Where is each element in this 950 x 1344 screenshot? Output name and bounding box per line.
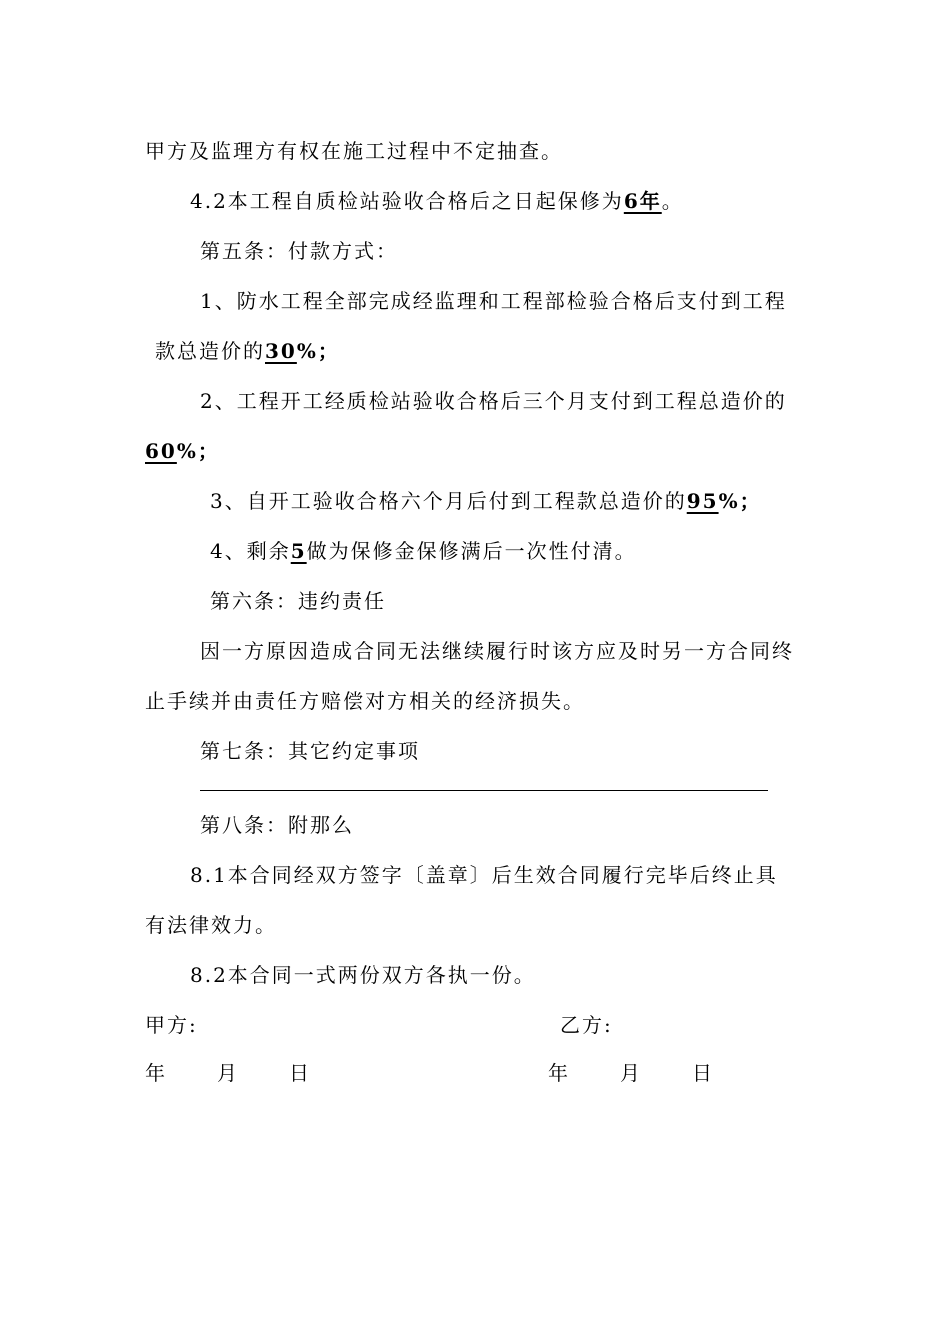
article-8-heading: 第八条：附那么 bbox=[200, 813, 354, 837]
payment-item-1-cont bbox=[155, 338, 340, 364]
percent-sign: %； bbox=[176, 439, 220, 463]
payment-item-4-rest: 做为保修金保修满后一次性付清。 bbox=[306, 539, 637, 563]
payment-percent-60: 60 bbox=[145, 439, 177, 463]
article-5-heading: 第五条：付款方式： bbox=[200, 239, 398, 263]
breach-clause-cont: 止手续并由责任方赔偿对方相关的经济损失。 bbox=[145, 689, 585, 713]
party-b-date: 年 月 日 bbox=[548, 1061, 716, 1085]
payment-item-3-text: 3、自开工验收合格六个月后付到工程款总造价的 bbox=[210, 489, 687, 513]
blank-fill-line bbox=[200, 790, 768, 791]
article-6-heading: 第六条：违约责任 bbox=[210, 589, 386, 613]
party-a-date: 年 月 日 bbox=[145, 1061, 313, 1085]
clause-8-1-cont: 有法律效力。 bbox=[145, 913, 277, 937]
payment-item-3 bbox=[210, 488, 762, 514]
payment-item-1-cont-text: 款总造价的 bbox=[155, 339, 265, 363]
payment-percent-30: 30 bbox=[265, 339, 297, 363]
para-inspection: 甲方及监理方有权在施工过程中不定抽查。 bbox=[145, 139, 563, 163]
breach-clause: 因一方原因造成合同无法继续履行时该方应及时另一方合同终 bbox=[200, 639, 794, 663]
payment-item-2: 2、工程开工经质检站验收合格后三个月支付到工程总造价的 bbox=[200, 389, 787, 413]
clause-4-2-end: 。 bbox=[661, 189, 684, 213]
payment-percent-95: 95 bbox=[686, 489, 719, 513]
clause-4-2 bbox=[190, 188, 684, 214]
percent-sign: %； bbox=[718, 489, 762, 513]
payment-item-1: 1、防水工程全部完成经监理和工程部检验合格后支付到工程 bbox=[200, 289, 787, 313]
warranty-years: 6年 bbox=[623, 189, 662, 213]
clause-8-2: 8.2本合同一式两份双方各执一份。 bbox=[190, 963, 536, 987]
payment-item-4 bbox=[210, 538, 637, 564]
payment-item-4-text: 4、剩余 bbox=[210, 539, 291, 563]
payment-item-2-cont bbox=[145, 438, 220, 464]
clause-8-1: 8.1本合同经双方签字〔盖章〕后生效合同履行完毕后终止具 bbox=[190, 863, 778, 887]
article-7-heading: 第七条：其它约定事项 bbox=[200, 739, 420, 763]
retention-percent: 5 bbox=[290, 539, 307, 563]
party-a-label: 甲方: bbox=[145, 1013, 198, 1037]
party-b-label: 乙方: bbox=[560, 1013, 613, 1037]
percent-sign: %； bbox=[296, 339, 340, 363]
clause-4-2-text: 4.2本工程自质检站验收合格后之日起保修为 bbox=[190, 189, 624, 213]
